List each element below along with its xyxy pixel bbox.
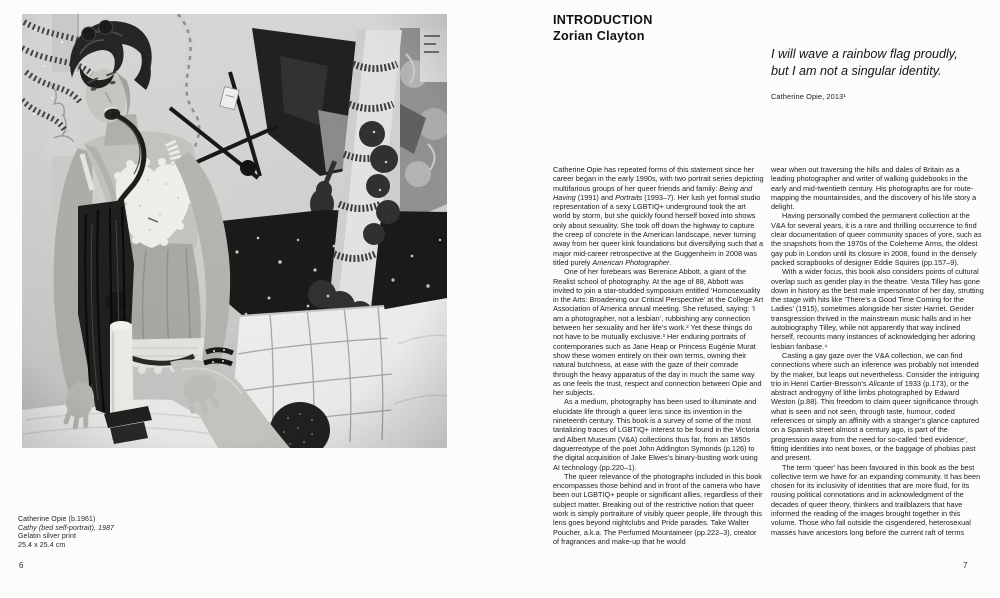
paragraph: The term ‘queer’ has been favoured in this book as the best collective term we have for an expanding community. It has been chosen for its inclusivity of identities that are more fluid, for its rousing political connotations and in acknowledgment of the decades of queer theory, thinkers and trailblazers that have informed the reading of the images brought together in this volume. Those who fall outside the cisgendered, heterosexual masses have ancestors long before the current raft of terms [771, 462, 981, 537]
paragraph: Having personally combed the permanent collection at the V&A for several years, it is a rare and thrilling occurrence to find clear documentation of queer community spaces of yore, such as the snapshots from the 1970s of the Coleherne Arms, the oldest gay pub in London until its closure in 2008, found in the densely packed scrapbooks of designer Eddie Squires (pp.157–9). [771, 211, 982, 267]
photo-grain [22, 14, 447, 448]
chapter-heading [553, 13, 653, 44]
quote-line: I will wave a rainbow flag proudly, [771, 47, 958, 61]
paragraph: Casting a gay gaze over the V&A collection, we can find connections where such an inference was probably not intended by the maker, but leaps out nevertheless. Consider the intriguing trio in Henri Cartier-Bresson’s Alicante of 1933 (p.173), or the abstract androgyny of lithe limbs photographed by Edward Weston (p.88). This freedom to claim queer significance through what is seen and not seen, through taste, humour, coded references or simply an affinity with a stranger’s glance captured on a Spanish street almost a century ago, is part of the progression away from the need for so-called ‘bed evidence’, fitting identities into neat boxes, or the baggage of phobias past and present. [771, 350, 980, 463]
paragraph: wear when out traversing the hills and dales of Britain as a leading photographer and writer of walking guidebooks in the early and mid-twentieth century. His photographs are for route-mapping the mountainsides, and the discovery of his life story a delight. [771, 165, 977, 212]
chapter-title: INTRODUCTION [553, 13, 653, 27]
page-number-right: 7 [963, 561, 968, 570]
photo-artwork [22, 14, 447, 448]
caption-medium: Gelatin silver print [18, 533, 77, 541]
paragraph: One of her forebears was Berenice Abbott, a giant of the Realist school of photography. At the age of 88, Abbott was invited to join a star-studded symposium entitled ‘Homosexuality in the Arts: Broadening our Critical Perspective’ at the College Art Association of America annual meeting. She refused, saying: ‘I am a photographer, not a lesbian’, rubbishing any connection between her sexuality and her life’s work.² Yet these things do not have to be mutually exclusive.³ Her enduring portraits of contemporaries such as Jane Heap or Princess Eugénie Murat show these women entirely on their own terms, owning their natural butchness, at ease with the gaze of their comrade through the heavy apparatus of the day in much the same way as one feels the trust, respect and connection between Opie and her subjects. [553, 267, 764, 398]
paragraph: As a medium, photography has been used to illuminate and elucidate life through a queer lens since its invention in the nineteenth century. This book is a survey of some of the most tantalizing traces of LGBTIQ+ interest to be found in the Victoria and Albert Museum (V&A) collections thus far, from an 1850s daguerreotype of the poet John Addington Symonds (p.126) to the digital acquisition of Jake Elwes’s binary-busting work using AI technology (pp.220–1). [553, 397, 760, 472]
caption-dimensions: 25.4 x 25.4 cm [18, 542, 66, 550]
photograph-cathy-bed-self-portrait [22, 14, 447, 448]
photo-caption [18, 516, 114, 551]
chapter-author: Zorian Clayton [553, 28, 645, 43]
caption-artist: Catherine Opie (b.1961) [18, 516, 96, 523]
quote-line: but I am not a singular identity. [771, 63, 942, 78]
caption-title: Cathy (bed self-portrait), 1987 [18, 524, 115, 532]
quote-attribution: Catherine Opie, 2013¹ [771, 91, 846, 101]
paragraph: The queer relevance of the photographs included in this book encompasses those behind and in front of the camera who have been out LGBTIQ+ people or significant allies, regardless of their subject matter. Breaking out of the restrictive notion that queer work is simply portraiture of visibly queer people, life through this lens goes beyond nightclubs and Pride parades. Take Walter Poucher, a.k.a. The Perfumed Mountaineer (pp.222–3), creator of fragrances and make-up that he would [553, 471, 763, 546]
pull-quote [771, 46, 993, 105]
text-column-right [771, 165, 985, 537]
paragraph: With a wider focus, this book also considers points of cultural overlap such as gender play in the theatre. Vesta Tilley has gone down in history as the best male impersonator of her day, strutting the stage with hits like ‘There’s a Good Time Coming for the Ladies’ (1915), sometimes alongside her sister Harriet. Gender transgression thrived in the mainstream music halls and in her autobiography Tilley, while not apparently that way inclined herself, recounts many instances of acknowledging her adoring lesbian fanbase.⁴ [771, 267, 984, 351]
page-number-left: 6 [19, 561, 24, 570]
text-column-left [553, 165, 764, 546]
paragraph: Catherine Opie has repeated forms of this statement since her career began in the early 1990s, with two portrait series depicting multifarious groups of her queer friends and family: Being and Having (1991) and Portraits (1993–7). Her lush yet formal studio representation of a sexy LGBTIQ+ underground took the art world by storm, but she quickly found herself boxed into shows only about sexuality. She took off down the highway to capture the creep of concrete in the American landscape, never turning away from her queer kink foundations but diversifying such that a major mid-career retrospective at the Guggenheim in 2008 was titled purely American Photographer. [553, 165, 764, 267]
